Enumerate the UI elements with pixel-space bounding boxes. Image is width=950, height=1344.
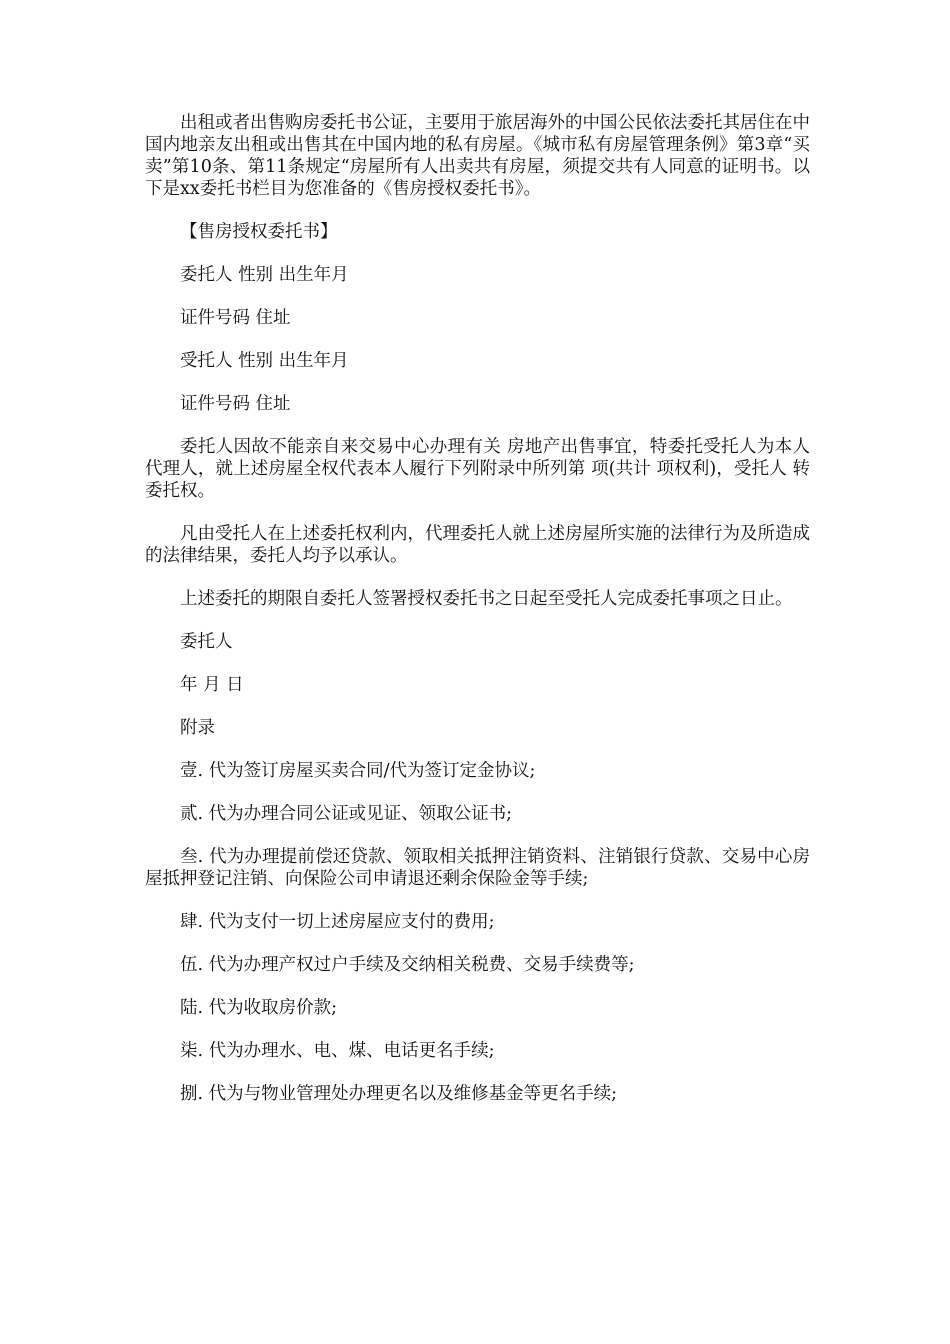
document-body	[145, 112, 810, 1126]
principal-info-line: 委托人 性别 出生年月	[180, 265, 349, 285]
document-title: 【售房授权委托书】	[180, 222, 338, 242]
signature-principal-line: 委托人	[180, 632, 233, 652]
appendix-item: 伍. 代为办理产权过户手续及交纳相关税费、交易手续费等;	[180, 955, 635, 975]
authorization-paragraph: 委托人因故不能亲自来交易中心办理有关 房地产出售事宜，特委托受托人为本人代理人，就上述房屋全权代表本人履行下列附录中所列第 项(共计 项权利)，受托人 转委托权。	[145, 437, 810, 501]
term-paragraph: 上述委托的期限自委托人签署授权委托书之日起至受托人完成委托事项之日止。	[180, 589, 793, 609]
agent-info-line: 受托人 性别 出生年月	[180, 351, 349, 371]
appendix-item: 贰. 代为办理合同公证或见证、领取公证书;	[180, 804, 513, 824]
signature-date-line: 年 月 日	[180, 675, 244, 695]
appendix-item: 叁. 代为办理提前偿还贷款、领取相关抵押注销资料、注销银行贷款、交易中心房屋抵押登记注销、向保险公司申请退还剩余保险金等手续;	[145, 847, 810, 889]
appendix-item: 柒. 代为办理水、电、煤、电话更名手续;	[180, 1041, 495, 1061]
appendix-item: 捌. 代为与物业管理处办理更名以及维修基金等更名手续;	[180, 1084, 618, 1104]
appendix-heading: 附录	[180, 718, 215, 738]
appendix-item: 壹. 代为签订房屋买卖合同/代为签订定金协议;	[180, 761, 536, 781]
appendix-item: 陆. 代为收取房价款;	[180, 998, 338, 1018]
principal-id-address-line: 证件号码 住址	[180, 308, 291, 328]
intro-paragraph: 出租或者出售购房委托书公证，主要用于旅居海外的中国公民依法委托其居住在中国内地亲友出租或出售其在中国内地的私有房屋。《城市私有房屋管理条例》第3章“买卖”第10条、第11条规定“房屋所有人出卖共有房屋，须提交共有人同意的证明书。以下是xx委托书栏目为您准备的《售房授权委托书》。	[145, 113, 810, 199]
acknowledgement-paragraph: 凡由受托人在上述委托权利内，代理委托人就上述房屋所实施的法律行为及所造成的法律结果，委托人均予以承认。	[145, 524, 810, 566]
agent-id-address-line: 证件号码 住址	[180, 394, 291, 414]
appendix-item: 肆. 代为支付一切上述房屋应支付的费用;	[180, 912, 495, 932]
